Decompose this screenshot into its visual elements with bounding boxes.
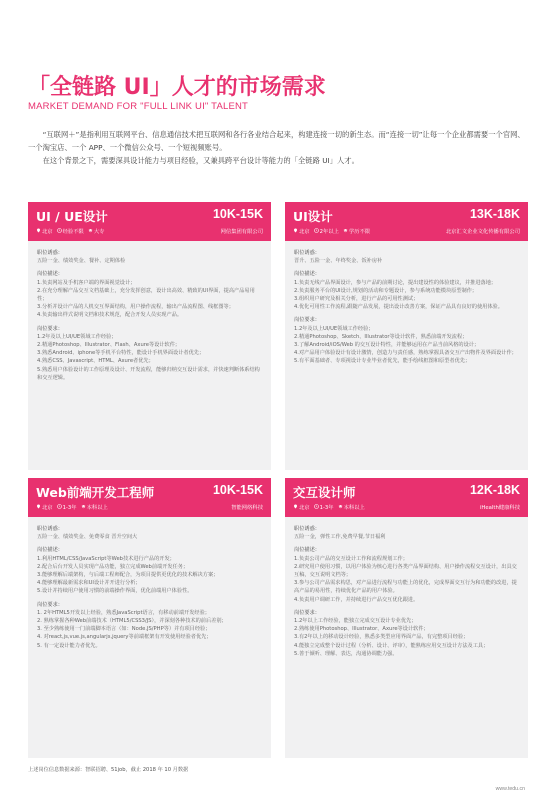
card-body [28, 517, 271, 658]
location-icon [293, 228, 298, 235]
section-line: 2.负责服务平台的UI设计,规划的活动和专题设计，参与系统功能模块原型制作； [294, 287, 478, 294]
card-body [28, 241, 271, 390]
meta-text: 1-3年 [62, 505, 77, 511]
footer-url: www.tedu.cn [495, 786, 525, 792]
section-heading: 职位诱惑： [37, 250, 63, 256]
card-body [285, 241, 528, 374]
section-heading: 岗位要求： [37, 601, 63, 608]
meta-text: 本科以上 [86, 505, 108, 511]
section-line: 五险一金、绩效奖金、餐补、定期体检 [37, 258, 126, 265]
section-line: 5.熟悉用户体验设计的工作原理及设计、开发流程，能够归纳交互设计需求，并快速判断体系结构和交互逻辑。 [37, 366, 260, 381]
meta-item [81, 503, 108, 511]
meta-item [36, 503, 53, 511]
meta-text: 本科以上 [343, 505, 365, 511]
section-line: 2.精通Photoshop、Illustrator、Flash、Axure等设计软件； [37, 342, 181, 349]
meta-text: 大专 [93, 229, 105, 235]
job-card-ui-ue [28, 202, 271, 470]
meta-item [343, 227, 370, 235]
section-heading: 岗位描述： [294, 547, 320, 554]
experience-icon [57, 504, 62, 511]
company-name: iHealth健康科技 [479, 505, 520, 511]
meta-item [57, 503, 77, 511]
section-line: 1.利用HTML/CSS/JavaScript等Web技术进行产品的开发； [37, 555, 175, 562]
section-line: 2.熟练使用Photoshop、Illustrator、Axure等设计软件； [294, 626, 429, 633]
section-line: 3. 至少熟练使用一门前端脚本语言（如：Node.JS/PHP等）并有项目经验； [37, 626, 211, 633]
intro-text-1: “互联网＋”是指利用互联网平台、信息通信技术把互联网和各行各业结合起来，构建连接一切的新生态。而“连接一切”让每一个企业都需要一个官网、一个淘宝店、一个 APP、一个微信公众号、一个短视频账号。 [28, 130, 525, 152]
company-name: 智能网络科技 [231, 505, 263, 511]
salary: 13K-18K [469, 207, 520, 221]
meta-item [36, 227, 53, 235]
source-note: 上述岗位信息数据来源：智联招聘、51job，截止 2018 年 10 月数据 [28, 767, 189, 773]
section-line: 1.负责无线产品界面设计，参与产品的前期讨论，提出建设性的体验建议，并推进落地； [294, 279, 497, 286]
section-line: 五险一金，弹性工作,免费早餐,节日福利 [294, 534, 386, 541]
card-body [285, 517, 528, 666]
section-line: 4.负责用户调研工作，并持续进行产品交互优化跟进。 [294, 596, 419, 603]
card-header [28, 202, 271, 241]
section-heading: 岗位描述： [37, 271, 63, 278]
section-line: 5.设计并持续用户使用习惯的前端操作界面，优化前端用户体验性。 [37, 588, 193, 595]
section-heading: 职位诱惑： [294, 526, 320, 532]
experience-icon [314, 504, 319, 511]
meta-item [293, 503, 310, 511]
section-line: 4.优化可用性工作流程,跟随产品发展，提出设计改善方案，保证产品具有良好的使用体验。 [294, 304, 503, 311]
section-line: 1.负责公司产品的交互设计工作和流程规划工作； [294, 555, 408, 562]
education-icon [88, 228, 93, 235]
salary: 12K-18K [469, 483, 520, 497]
section-line: 1. 2年HTML5开发以上经验，熟悉JavaScript语言，有移动前端开发经验； [37, 609, 210, 616]
meta-item [57, 227, 84, 235]
meta-text: 北京 [42, 229, 53, 235]
section-line: 1.2年以上工作经验，能独立完成交互设计专业优先； [294, 618, 417, 625]
job-title: Web前端开发工程师 [36, 485, 155, 500]
location-icon [293, 504, 298, 511]
section-line: 4. 对react,js,vue.js,angularjs,jquery等前端框架有开发使用经验者优先； [37, 634, 212, 641]
section-line: 4.能够理解最新需求和UI设计并开进行分析； [37, 580, 141, 587]
job-meta [36, 227, 104, 235]
section-line: 2. 熟练掌握各种Web前端技术（HTML5/CSS3/JS），并深刻各种技术的前后差别； [37, 618, 227, 625]
meta-text: 北京 [299, 505, 310, 511]
intro-text-2: 在这个背景之下，需要深具设计能力与项目经验，又兼具跨平台设计等能力的「全链路 UI」人才。 [42, 156, 359, 165]
section-line: 2.研究用户使用习惯，以用户体验为核心进行各类产品界面结构、用户操作流程交互设计，出具交互稿，交互说明文档等； [294, 563, 517, 579]
section-line: 五险一金、绩效奖金、免费零食 晋升空间大 [37, 534, 138, 541]
job-meta [293, 227, 370, 235]
card-header [285, 478, 528, 517]
salary: 10K-15K [212, 207, 263, 221]
section-line: 3.熟悉Android、iphone等手机平台特性，能设计手机界面设计者优先； [37, 350, 205, 357]
section-heading: 岗位要求： [37, 325, 63, 332]
section-heading: 岗位描述： [294, 271, 320, 278]
experience-icon [314, 228, 319, 235]
meta-text: 2年以上 [319, 229, 339, 235]
experience-icon [57, 228, 62, 235]
meta-text: 学历不限 [348, 229, 371, 235]
section-line: 5. 有一定设计能力者优先。 [37, 642, 101, 649]
section-line: 2.在充分理解产品交互文档基础上，充分发挥创意，设计出高效、精致的UI界面，提高产品易用性； [37, 287, 255, 303]
section-heading: 岗位要求： [294, 609, 320, 616]
meta-item [314, 227, 339, 235]
card-header [285, 202, 528, 241]
meta-item [338, 503, 365, 511]
meta-text: 经验不限 [62, 229, 84, 235]
section-line: 1.负责网站及手机客户端的界面视觉设计； [37, 279, 136, 286]
section-line: 2.配合后台开发人员实现产品功能，独立完成Web前端开发任务； [37, 563, 189, 570]
job-card-interaction [285, 478, 528, 758]
section-line: 5.善于倾听、理解、表达，沟通协调能力强。 [294, 650, 398, 657]
job-meta [36, 503, 108, 511]
location-icon [36, 228, 41, 235]
section-line: 1.2年及以上UI/UE领域工作经验； [37, 333, 117, 340]
section-line: 3.组织用户研究及相关分析，进行产品的可用性测试； [294, 296, 419, 303]
job-title: 交互设计师 [293, 485, 356, 500]
company-name: 网信集团有限公司 [220, 229, 263, 235]
section-line: 4.熟悉CSS、Javascript、HTML、Axure者优先； [37, 358, 154, 365]
section-line: 1.2年及以上UI/UE领域工作经验； [294, 325, 374, 332]
page-title: 「全链路 UI」人才的市场需求 [28, 75, 326, 100]
intro-paragraph [28, 128, 528, 167]
section-line: 4.能独立完成整个设计过程（分析、设计、评审），能熟练应用交互设计方法及工具； [294, 642, 489, 649]
section-line: 3.能够理解后端架构，与后端工程师配合，为项目提供更优化的技术解决方案； [37, 572, 219, 579]
section-heading: 岗位描述： [37, 547, 63, 554]
section-line: 3.分析并设计产品的人机交互界面结构，用户操作流程，输出产品流程图、线框图等； [37, 304, 234, 311]
card-header [28, 478, 271, 517]
section-heading: 职位诱惑： [294, 250, 320, 256]
meta-text: 1-3年 [319, 505, 334, 511]
section-line: 5.有平面基础者、专项视设计专业毕业者优先，能手绘线框图和原型者优先； [294, 358, 471, 365]
section-line: 3.参与公司产品需求构思，对产品进行流程与功能上的优化，完成界面交互行为和功能的改进，提高产品的易用性，持续优化产品的用户体验。 [294, 580, 517, 595]
education-icon [338, 504, 343, 511]
section-heading: 职位诱惑： [37, 526, 63, 532]
salary: 10K-15K [212, 483, 263, 497]
section-line: 晋升、五险一金、年终奖金、饭补房补 [294, 258, 383, 265]
section-line: 2.精通Photoshop、Sketch、Illustrator等设计软件，熟悉前端开发流程； [294, 333, 468, 340]
meta-item [293, 227, 310, 235]
meta-item [314, 503, 334, 511]
company-name: 北京汇文企业文化传播有限公司 [445, 229, 520, 235]
meta-item [88, 227, 105, 235]
meta-text: 北京 [299, 229, 310, 235]
section-heading: 岗位要求： [294, 317, 320, 324]
section-line: 3.有2年以上的移动设计经验，熟悉多类型应用界面产品，有完整项目经验； [294, 634, 469, 641]
education-icon [81, 504, 86, 511]
job-title: UI设计 [293, 209, 333, 224]
section-line: 4.负责输出样式说明文档和技术规范，配合开发人员实现产品。 [37, 312, 183, 319]
job-card-web-frontend [28, 478, 271, 758]
section-line: 3.了解Android/iOS/Web 的交互设计特性，并能够运用在产品当前风格的设计； [294, 342, 480, 349]
job-card-ui [285, 202, 528, 470]
location-icon [36, 504, 41, 511]
education-icon [343, 228, 348, 235]
section-line: 4.对产品用户体验设计有设计激情，创造力与责任感，熟练掌握具备交互产出物件及界面设计作； [294, 350, 517, 357]
meta-text: 北京 [42, 505, 53, 511]
job-meta [293, 503, 365, 511]
page-subtitle: MARKET DEMAND FOR "FULL LINK UI" TALENT [28, 101, 249, 112]
job-title: UI / UE设计 [36, 209, 108, 224]
